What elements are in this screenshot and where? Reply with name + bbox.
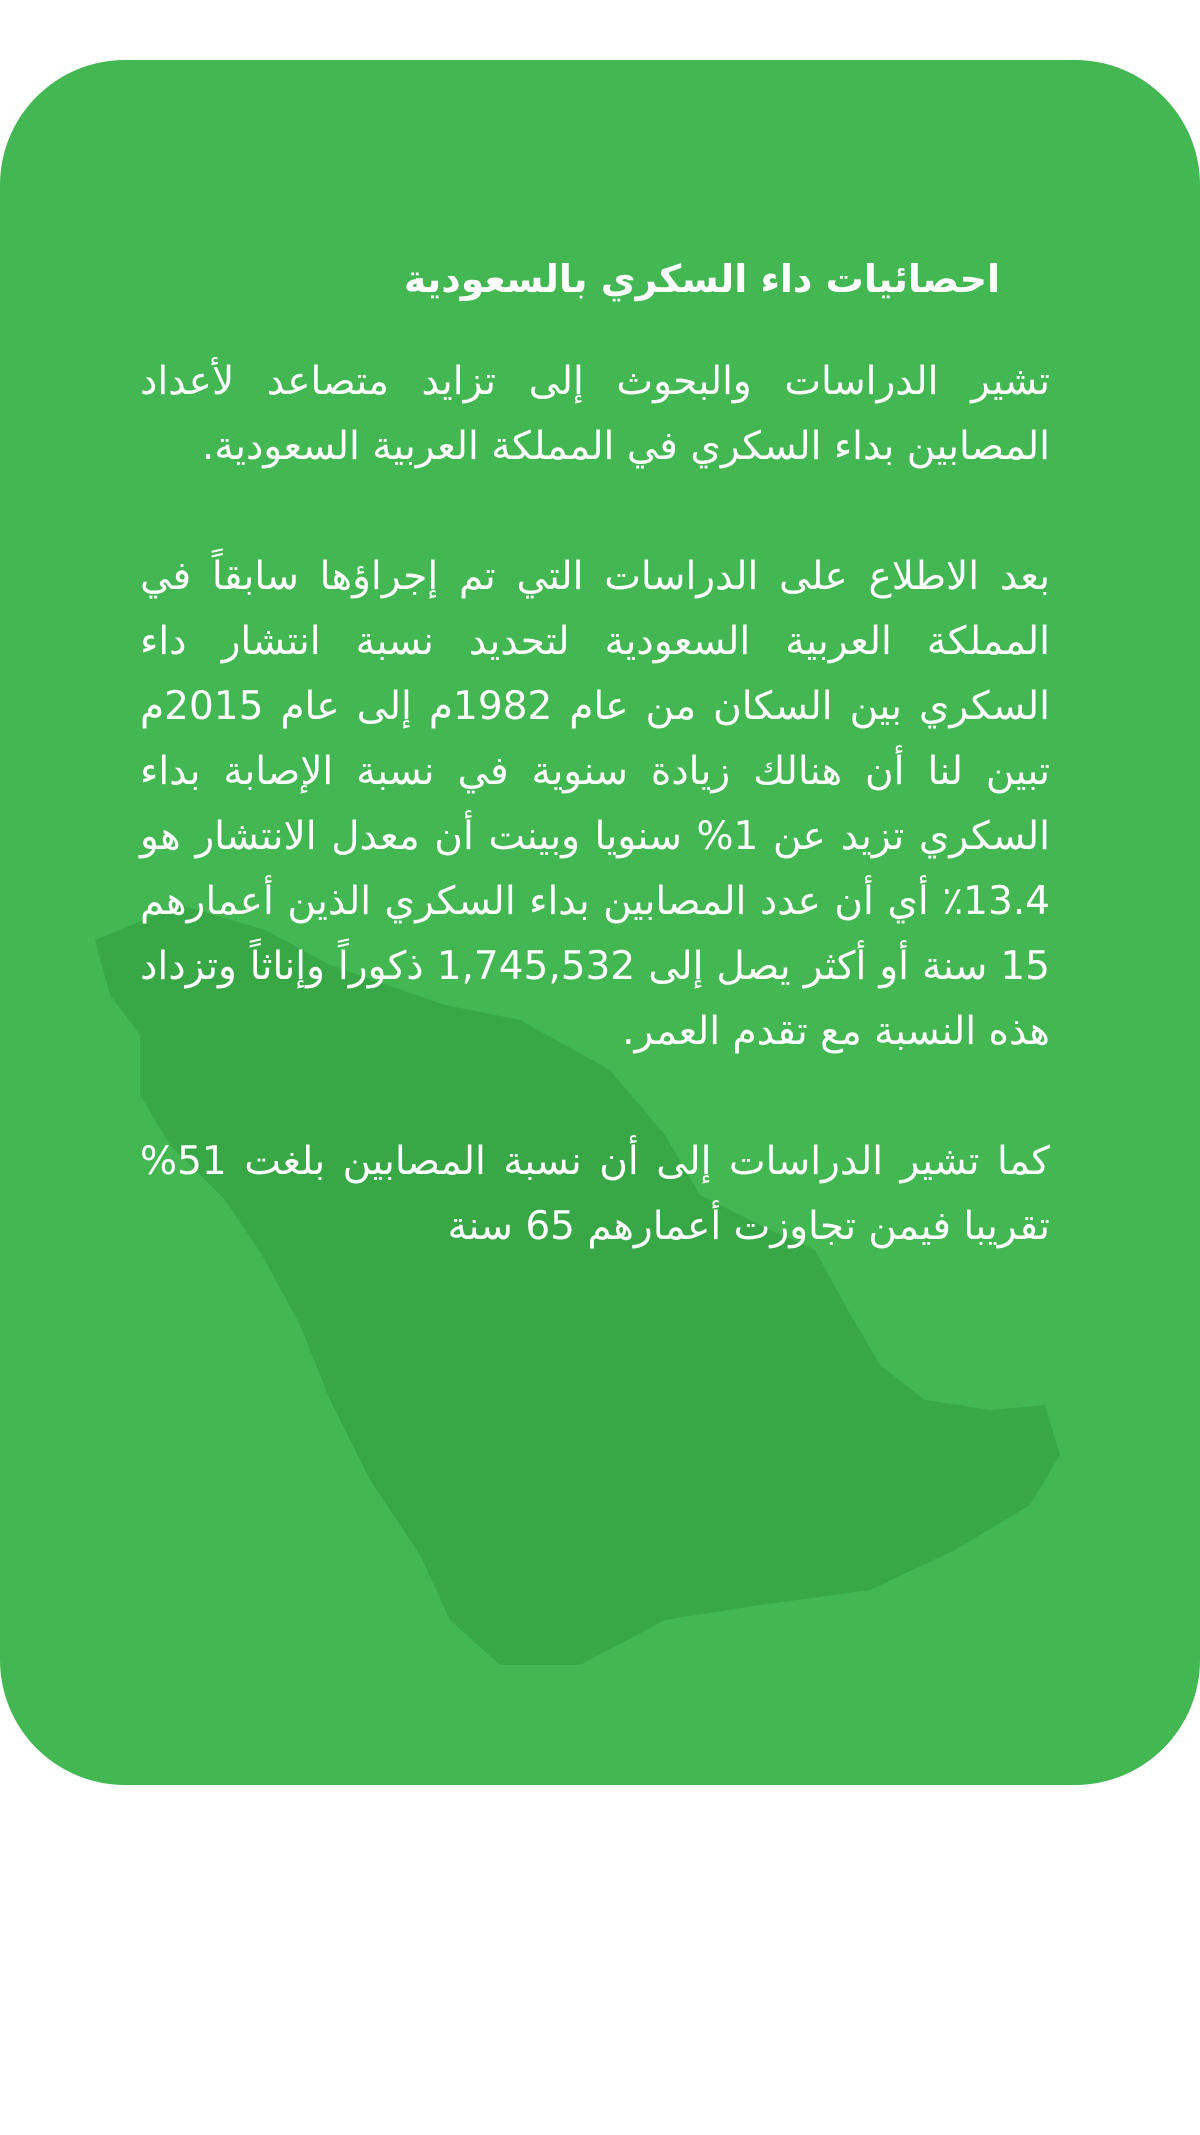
article [140, 255, 1050, 1324]
paragraph-intro: تشير الدراسات والبحوث إلى تزايد متصاعد لأعداد المصابين بداء السكري في المملكة العربية السعودية. [140, 359, 1050, 470]
paragraph-elderly: كما تشير الدراسات إلى أن نسبة المصابين بلغت 51% تقريبا فيمن تجاوزت أعمارهم 65 سنة [140, 1139, 1050, 1250]
article-title: احصائيات داء السكري بالسعودية [403, 257, 1000, 301]
info-card [0, 60, 1200, 1785]
paragraph-statistics: بعد الاطلاع على الدراسات التي تم إجراؤها سابقاً في المملكة العربية السعودية لتحديد نسبة انتشار داء السكري بين السكان من عام 1982م إلى عام 2015م تبين لنا أن هنالك زيادة سنوية في نسبة الإصابة بداء السكري تزيد عن 1% سنويا وبينت أن معدل الانتشار هو 13.4٪ أي أن عدد المصابين بداء السكري الذين أعمارهم 15 سنة أو أكثر يصل إلى 1,745,532 ذكوراً وإناثاً وتزداد هذه النسبة مع تقدم العمر. [140, 554, 1050, 1055]
